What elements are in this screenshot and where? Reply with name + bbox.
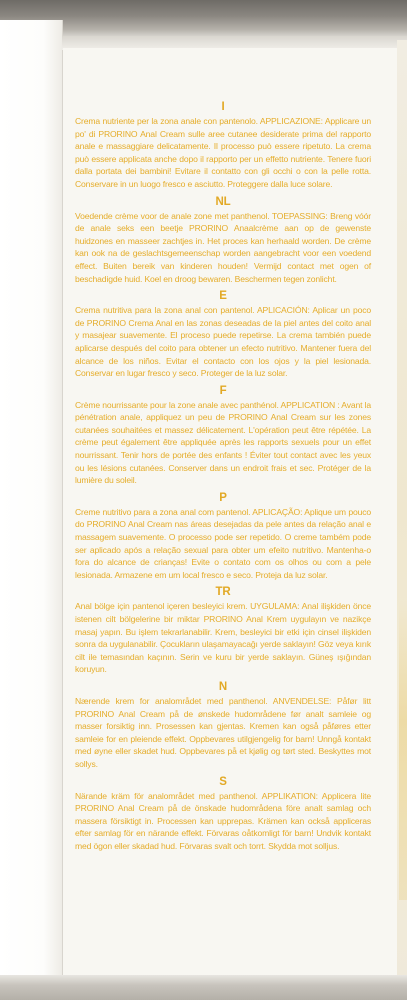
- section-norwegian: [75, 680, 371, 771]
- section-portuguese: [75, 491, 371, 582]
- section-text: Voedende crème voor de anale zone met panthenol. TOEPASSING: Breng vóór de anale seks een beetje PRORINO Anaalcrème aan op de gewenste huidzones en masseer zachtjes in. Het proces kan herhaald worden. De crème kan ook na de geslachtsgemeenschap worden aangebracht voor een voedend effect. Buiten bereik van kinderen houden! Vermijd contact met ogen of beschadigde huid. Koel en droog bewaren. Beschermen tegen zonlicht.: [75, 210, 371, 284]
- section-text: Creme nutritivo para a zona anal com pantenol. APLICAÇÃO: Aplique um pouco do PRORINO Anal Cream nas áreas desejadas da pele antes da relação anal e massagem suavemente. O processo pode ser repetido. O creme também pode ser aplicado após a relação sexual para obter um efeito nutritivo. Mantenha-o fora do alcance de crianças! Evite o contato com os olhos ou com a pele lesionada. Armazene em um local fresco e seco. Proteja da luz solar.: [75, 506, 371, 580]
- section-text: Crema nutritiva para la zona anal con pantenol. APLICACIÓN: Aplicar un poco de PRORINO Crema Anal en las zonas deseadas de la piel antes del coito anal y masajear suavemente. El proceso puede repetirse. La crema también puede aplicarse después del coito para obtener un efecto nutritivo. Mantener fuera del alcance de los niños. Evitar el contacto con los ojos y la piel lesionada. Conservar en lugar fresco y seco. Proteger de la luz solar.: [75, 305, 371, 379]
- language-code: NL: [215, 195, 231, 208]
- box-bottom-shadow: [0, 975, 407, 1000]
- language-code: TR: [215, 586, 231, 599]
- language-code: S: [219, 775, 227, 788]
- language-code: E: [219, 290, 227, 303]
- section-text: Närande kräm för analområdet med panthenol. APPLIKATION: Applicera lite PRORINO Anal Cream på de önskade hudområdena före analt samlag och massera försiktigt in. Processen kan upprepas. Krämen kan också appliceras efter samlag för en närande effekt. Förvaras oåtkomligt för barn! Undvik kontakt med ögon eller skadad hud. Förvaras svalt och torrt. Skydda mot solljus.: [75, 790, 371, 851]
- section-dutch: [75, 195, 371, 286]
- section-text: Nærende krem for analområdet med panthenol. ANVENDELSE: Påfør litt PRORINO Anal Cream på de ønskede hudområdene før analt samleie og masser forsiktig inn. Prosessen kan gjentas. Kremen kan også påføres etter samleie for en pleiende effekt. Oppbevares utilgjengelig for barn! Unngå kontakt med øyne eller skadet hud. Oppbevares på et kjølig og tørt sted. Beskyttes mot sollys.: [75, 695, 371, 769]
- section-text: Crème nourrissante pour la zone anale avec panthénol. APPLICATION : Avant la pénétration anale, appliquez un peu de PRORINO Anal Cream sur les zones cutanées souhaitées et massez délicatement. L'opération peut être répétée. La crème peut également être appliquée après les rapports sexuels pour un effet nourrissant. Tenir hors de portée des enfants ! Éviter tout contact avec les yeux ou les lésions cutanées. Conserver dans un endroit frais et sec. Protéger de la lumière du soleil.: [75, 399, 371, 486]
- section-swedish: [75, 775, 371, 853]
- section-spanish: [75, 289, 371, 380]
- section-italian: [75, 100, 371, 191]
- language-code: N: [218, 680, 228, 693]
- section-text: Crema nutriente per la zona anale con pantenolo. APPLICAZIONE: Applicare un po' di PRORINO Anal Cream sulle aree cutanee desiderate prima del rapporto anale e massaggiare delicatamente. Il processo può essere ripetuto. La crema può essere applicata anche dopo il rapporto per un effetto nutriente. Tenere fuori dalla portata dei bambini! Evitare il contatto con gli occhi o con la pelle rotta. Conservare in un luogo fresco e asciutto. Proteggere dalla luce solare.: [75, 116, 371, 189]
- language-code: I: [221, 101, 225, 113]
- language-code: F: [219, 384, 227, 397]
- section-text: Anal bölge için pantenol içeren besleyici krem. UYGULAMA: Anal ilişkiden önce istenen cilt bölgelerine bir miktar PRORINO Anal Krem uygulayın ve nazikçe masaj yapın. Bu işlem tekrarlanabilir. Krem, besleyici bir etki için cinsel ilişkiden sonra da uygulanabilir. Çocukların ulaşamayacağı yerde saklayın! Göz veya kırık cilt ile temasından kaçının. Serin ve kuru bir yerde saklayın. Güneş ışığından koruyun.: [75, 601, 371, 675]
- section-turkish: [75, 585, 371, 676]
- instructions-text-block: [75, 100, 371, 857]
- box-right-print-mark: [399, 600, 407, 900]
- box-left-fold: [0, 20, 63, 980]
- section-french: [75, 384, 371, 487]
- language-code: P: [219, 491, 227, 504]
